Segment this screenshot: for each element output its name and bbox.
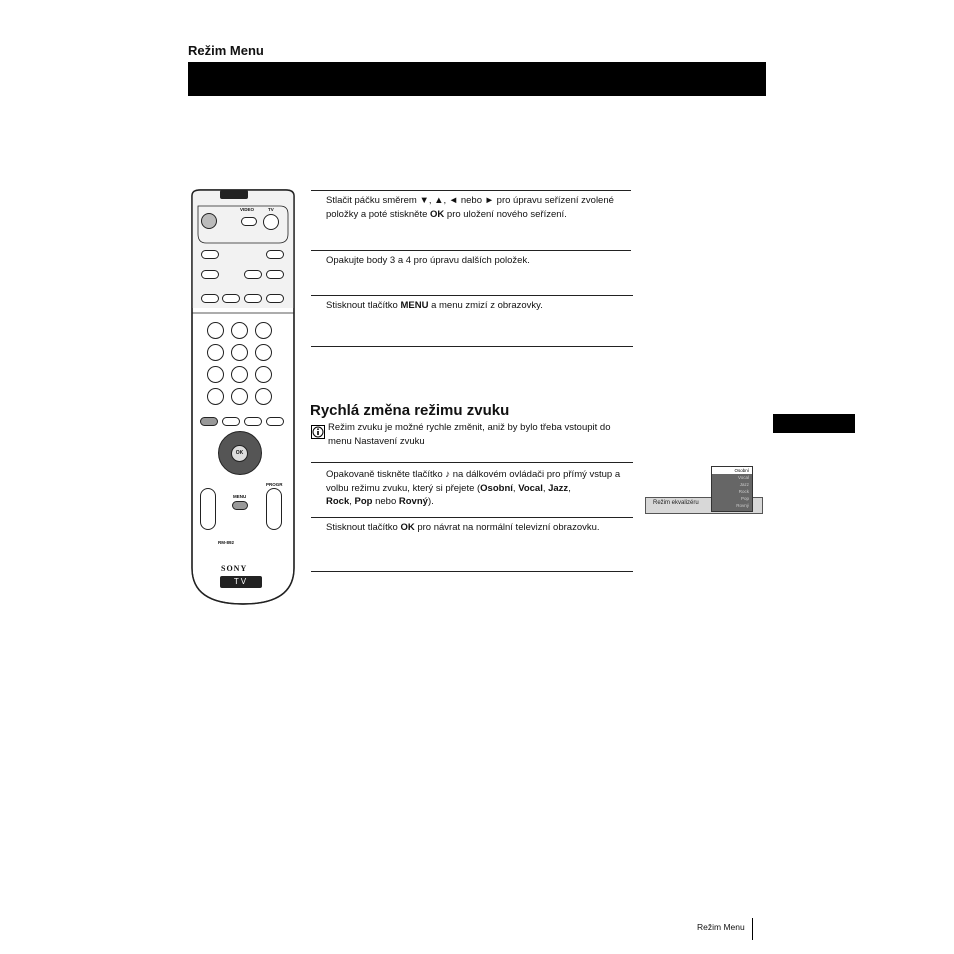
sep: nebo xyxy=(372,496,399,507)
step-rule xyxy=(311,346,633,347)
step-text: na dálkovém ovládači pro přímý vstup a volbu režimu zvuku, který si přejete ( xyxy=(326,469,621,494)
digit-button[interactable] xyxy=(207,388,224,405)
step-rule xyxy=(311,190,631,191)
side-tab xyxy=(773,414,855,433)
option-rovny: Rovný xyxy=(398,496,428,507)
step-return xyxy=(326,521,632,535)
step-bold: OK xyxy=(400,522,415,533)
remote-button[interactable] xyxy=(201,270,219,279)
digit-button[interactable] xyxy=(231,388,248,405)
option-vocal: Vocal xyxy=(518,482,543,494)
step-rule xyxy=(311,250,631,251)
osd-label: Režim ekvalizéru xyxy=(653,500,699,506)
remote-button[interactable] xyxy=(266,294,284,303)
volume-rocker[interactable] xyxy=(200,488,216,530)
step-text: Opakovaně tiskněte tlačítko xyxy=(326,469,446,480)
digit-button[interactable] xyxy=(255,366,272,383)
ok-button[interactable]: OK xyxy=(231,445,248,462)
osd-option: Rock xyxy=(738,489,749,494)
osd-option: Pop xyxy=(740,496,749,501)
step-text: Stisknout tlačítko xyxy=(326,522,401,533)
digit-button[interactable] xyxy=(207,322,224,339)
equalizer-osd xyxy=(645,466,763,514)
remote-button[interactable] xyxy=(266,270,284,279)
digit-button[interactable] xyxy=(231,344,248,361)
digit-button[interactable] xyxy=(231,366,248,383)
remote-button[interactable] xyxy=(244,417,262,426)
note-icon: ♪ xyxy=(445,469,451,480)
tv-badge: TV xyxy=(220,576,262,588)
tv-power-button[interactable] xyxy=(263,214,279,230)
remote-button[interactable] xyxy=(201,294,219,303)
step-text: pro uložení nového seřízení. xyxy=(444,208,567,220)
osd-option: Rovný xyxy=(736,503,749,508)
sep: , xyxy=(542,482,549,494)
mute-button[interactable] xyxy=(201,213,217,229)
osd-option: Jazz xyxy=(739,482,749,487)
program-rocker[interactable] xyxy=(266,488,282,530)
osd-options-list xyxy=(711,466,753,512)
remote-button[interactable] xyxy=(266,417,284,426)
info-text: Režim zvuku je možné rychle změnit, aniž by bylo třeba vstoupit do menu Nastavení zvuku xyxy=(328,422,611,447)
digit-button[interactable] xyxy=(207,344,224,361)
remote-button[interactable] xyxy=(244,294,262,303)
step-text: pro návrat na normální televizní obrazovku. xyxy=(414,522,600,533)
step-bold: OK xyxy=(430,208,445,220)
step-adjust xyxy=(326,194,631,221)
step-rule xyxy=(311,462,633,463)
progr-label: PROGR xyxy=(266,482,283,487)
step-text: a menu zmizí z obrazovky. xyxy=(428,300,543,311)
brand-logo: SONY xyxy=(221,564,248,573)
info-icon xyxy=(311,425,325,439)
option-rock: Rock xyxy=(326,496,350,507)
sep: ). xyxy=(427,496,434,507)
step-rule xyxy=(311,295,633,296)
option-pop: Pop xyxy=(354,496,373,507)
step-sound-select xyxy=(326,468,632,509)
digit-button[interactable] xyxy=(255,388,272,405)
video-label: VIDEO xyxy=(240,207,255,212)
remote-button[interactable] xyxy=(201,250,219,259)
digit-button[interactable] xyxy=(255,322,272,339)
option-jazz: Jazz xyxy=(548,482,569,494)
remote-button[interactable] xyxy=(266,250,284,259)
step-rule xyxy=(311,571,633,572)
digit-button[interactable] xyxy=(231,322,248,339)
digit-button[interactable] xyxy=(255,344,272,361)
menu-button[interactable] xyxy=(232,501,248,510)
quick-sound-heading: Rychlá změna režimu zvuku xyxy=(310,402,510,419)
model-label: RM-892 xyxy=(218,540,235,545)
step-text: Stisknout tlačítko xyxy=(326,300,401,311)
video-power-button[interactable] xyxy=(241,217,257,226)
option-osobni: Osobní xyxy=(480,482,513,494)
title-bar xyxy=(188,62,766,96)
step-text: Stlačit páčku směrem ▼, ▲, ◄ nebo ► pro úpravu seřízení zvolené položky a poté stiskněte xyxy=(326,195,614,220)
osd-option: Vocal xyxy=(737,475,749,480)
remote-button[interactable] xyxy=(222,417,240,426)
sep: , xyxy=(349,496,355,507)
step-exit xyxy=(326,299,631,313)
step-rule xyxy=(311,517,633,518)
sound-mode-button[interactable] xyxy=(200,417,218,426)
section-title: Režim Menu xyxy=(188,43,264,58)
digit-button[interactable] xyxy=(207,366,224,383)
footer-rule xyxy=(752,918,753,940)
footer-page-label: Režim Menu xyxy=(697,922,745,932)
step-repeat: Opakujte body 3 a 4 pro úpravu dalších položek. xyxy=(326,255,530,266)
step-bold: MENU xyxy=(400,300,429,311)
sep: , xyxy=(512,482,519,494)
tv-label: TV xyxy=(268,207,274,212)
remote-button[interactable] xyxy=(244,270,262,279)
remote-button[interactable] xyxy=(222,294,240,303)
menu-label: MENU xyxy=(233,494,247,499)
osd-option: Osobní xyxy=(712,467,752,474)
sep: , xyxy=(568,482,571,494)
remote-control-illustration xyxy=(188,188,298,606)
